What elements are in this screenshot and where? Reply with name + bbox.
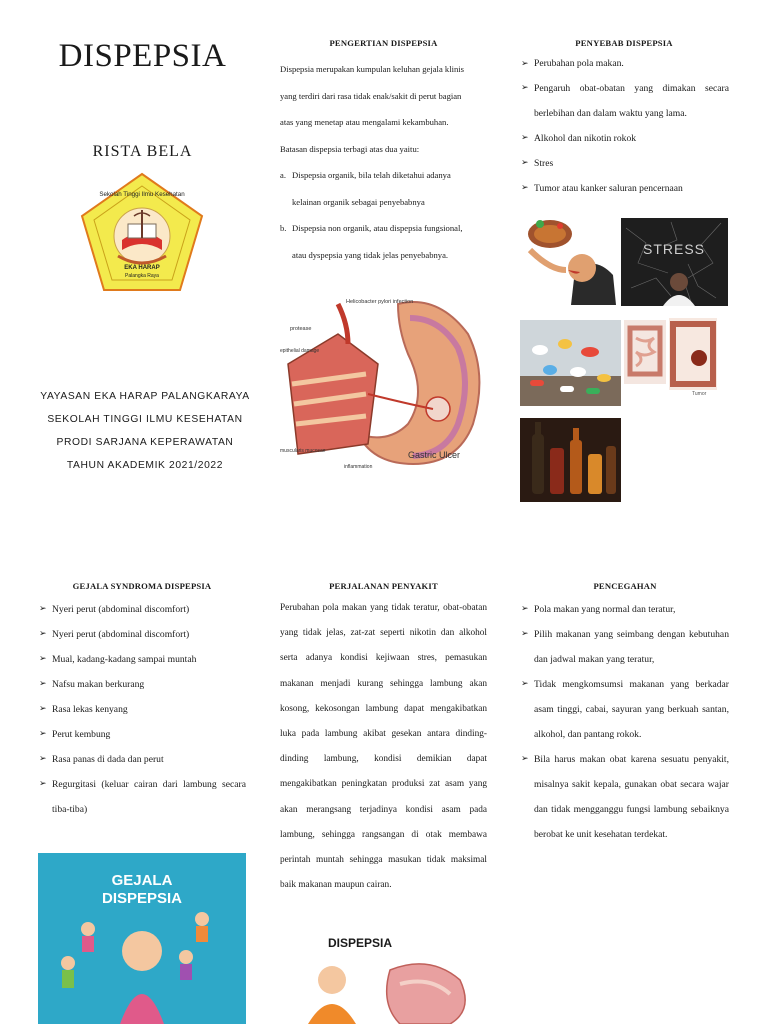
institution-logo (78, 170, 206, 298)
pencegahan-item: ➢ Bila harus makan obat karena sesuatu penyakit, misalnya sakit kepala, gunakan obat secara wajar dan tidak mengganggu fungsi lambung sebaiknya berobat ke unit kesehatan terdekat. (521, 747, 729, 847)
diagram-label-muscularis: muscularis mucosae (280, 448, 326, 454)
gastric-ulcer-diagram (278, 294, 488, 474)
logo-text-bottom: EKA HARAP (124, 265, 160, 271)
penyebab-list (521, 56, 729, 201)
penyebab-item: ➢ Perubahan pola makan. (521, 56, 729, 72)
pencegahan-list (521, 597, 729, 847)
logo-text-city: Palangka Raya (125, 273, 159, 279)
gejala-heading: GEJALA SYNDROMA DISPEPSIA (72, 581, 212, 591)
gejala-item: ➢ Regurgitasi (keluar cairan dari lambung secara tiba-tiba) (39, 772, 246, 822)
gejala-item: ➢ Nafsu makan berkurang (39, 672, 246, 697)
item-label: a. (280, 170, 286, 180)
diagram-label-protease: protease (290, 326, 312, 332)
penyebab-item: ➢ Pengaruh obat-obatan yang dimakan secara berlebihan dan dalam waktu yang lama. (521, 76, 729, 126)
item-line: atau dyspepsia yang tidak jelas penyebabnya. (292, 249, 449, 260)
diagram-label-pylori: Helicobacter pylori infection (346, 299, 414, 305)
eating-man-image (520, 210, 616, 306)
pengertian-heading: PENGERTIAN DISPEPSIA (329, 38, 438, 48)
illustration-title: DISPEPSIA (327, 936, 393, 950)
pencegahan-item: ➢ Tidak mengkomsumsi makanan yang berkadar asam tinggi, cabai, sayuran yang berkuah santan, alkohol, dan pantang rokok. (521, 672, 729, 747)
pengertian-line: yang terdiri dari rasa tidak enak/sakit di perut bagian (280, 90, 462, 101)
pills-image (520, 320, 621, 406)
alcohol-bottles-image (520, 418, 621, 502)
perjalanan-heading: PERJALANAN PENYAKIT (329, 581, 438, 591)
item-line: kelainan organik sebagai penyebabnya (292, 196, 425, 207)
poster-title-line1: GEJALA (111, 872, 173, 889)
institution-line: PRODI SARJANA KEPERAWATAN (56, 437, 234, 448)
gejala-poster (38, 853, 246, 1024)
poster-title-line2: DISPEPSIA (101, 890, 183, 907)
gejala-item: ➢ Nyeri perut (abdominal discomfort) (39, 597, 246, 622)
stress-image (621, 218, 728, 306)
pengertian-line: atas yang menetap atau mengalami kekambuhan. (280, 117, 449, 127)
item-line: Dispepsia non organik, atau dispepsia fungsional, (292, 223, 463, 233)
institution-line: SEKOLAH TINGGI ILMU KESEHATAN (47, 414, 243, 425)
gejala-list (39, 597, 246, 822)
perjalanan-text: Perubahan pola makan yang tidak teratur, obat-obatan yang tidak jelas, zat-zat seperti nikotin dan alkohol serta adanya kondisi kejiwaan stres, pemasukan makanan menjadi kurang sehingga lambung akan kosong, kekosongan lambung dapat mengakibatkan luka pada lambung akibat gesekan antara dinding-dinding lambung, kondisi demikian dapat mengakibatkan peningkatan produksi zat asam yang akan merangsang terjadinya kondisi asam pada lambung, sehingga rangsangan di otak membawa perintah muntah sehingga masukan tidak maksimal baik makanan maupun cairan. (280, 603, 487, 891)
institution-line: TAHUN AKADEMIK 2021/2022 (66, 460, 224, 471)
institution-block (30, 385, 260, 477)
stress-label: STRESS (642, 241, 706, 257)
gejala-item: ➢ Perut kembung (39, 722, 246, 747)
gejala-item: ➢ Nyeri perut (abdominal discomfort) (39, 622, 246, 647)
pengertian-line: Dispepsia merupakan kumpulan keluhan gejala klinis (280, 64, 465, 74)
pengertian-body (280, 56, 490, 268)
pencegahan-heading: PENCEGAHAN (593, 581, 657, 591)
intestine-image (624, 320, 666, 384)
diagram-label-ulcer: Gastric Ulcer (408, 450, 461, 460)
gejala-item: ➢ Rasa panas di dada dan perut (39, 747, 246, 772)
pengertian-item (280, 162, 490, 215)
diagram-label-inflammation: inflammation (344, 464, 373, 470)
logo-text-top: Sekolah Tinggi Ilmu Kesehatan (99, 191, 185, 198)
penyebab-item: ➢ Tumor atau kanker saluran pencernaan (521, 176, 729, 201)
pencegahan-item: ➢ Pola makan yang normal dan teratur, (521, 597, 729, 622)
colon-tumor-image (669, 318, 717, 390)
penyebab-item: ➢ Alkohol dan nikotin rokok (521, 126, 729, 151)
item-label: b. (280, 223, 287, 233)
tumor-label: Tumor (692, 391, 707, 397)
dispepsia-illustration (280, 930, 488, 1024)
pengertian-item (280, 215, 490, 268)
cover-title: DISPEPSIA (58, 38, 227, 74)
gejala-item: ➢ Rasa lekas kenyang (39, 697, 246, 722)
diagram-label-epithelial: epithelial damage (280, 348, 320, 354)
pengertian-line: Batasan dispepsia terbagi atas dua yaitu: (280, 143, 420, 154)
item-line: Dispepsia organik, bila telah diketahui adanya (292, 170, 451, 180)
cover-author: RISTA BELA (92, 143, 193, 160)
gejala-item: ➢ Mual, kadang-kadang sampai muntah (39, 647, 246, 672)
institution-line: YAYASAN EKA HARAP PALANGKARAYA (40, 391, 250, 402)
pencegahan-item: ➢ Pilih makanan yang seimbang dengan kebutuhan dan jadwal makan yang teratur, (521, 622, 729, 672)
penyebab-heading: PENYEBAB DISPEPSIA (575, 38, 673, 48)
penyebab-item: ➢ Stres (521, 151, 729, 176)
